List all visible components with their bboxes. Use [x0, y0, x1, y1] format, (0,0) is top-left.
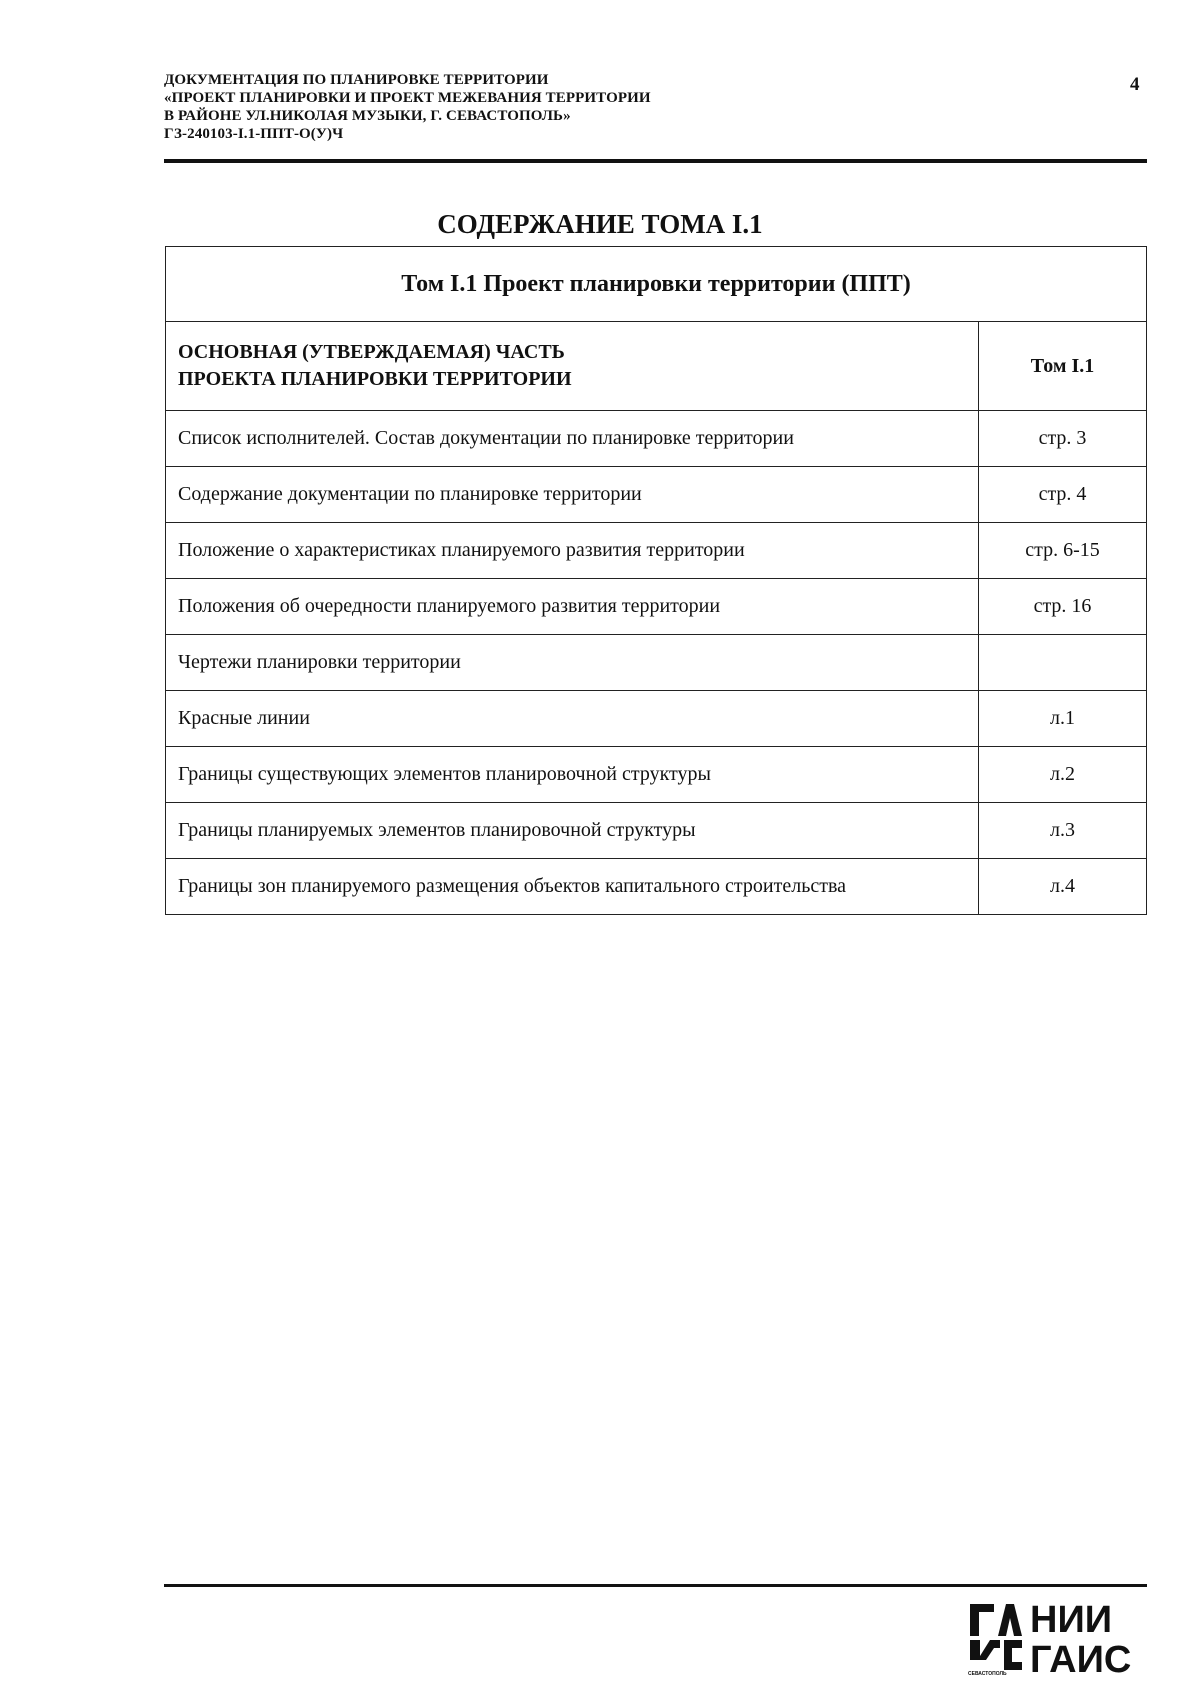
document-code: ГЗ-240103-I.1-ППТ-О(У)Ч	[164, 126, 344, 142]
table-row	[166, 691, 1147, 747]
header-divider	[164, 159, 1147, 163]
row-page	[979, 635, 1147, 691]
logo-text-line-1: НИИ	[1030, 1599, 1113, 1641]
organization-logo	[966, 1596, 1146, 1676]
logo-text-line-2: ГАИС	[1030, 1639, 1132, 1676]
row-page: стр. 3	[979, 411, 1147, 467]
row-name: Границы существующих элементов планировочной структуры	[166, 747, 979, 803]
row-page: л.3	[979, 803, 1147, 859]
row-page: л.2	[979, 747, 1147, 803]
volume-title-row	[166, 247, 1147, 322]
logo-emblem-icon	[966, 1596, 1146, 1676]
row-page: л.4	[979, 859, 1147, 915]
row-name: Положение о характеристиках планируемого развития территории	[166, 523, 979, 579]
table-row	[166, 635, 1147, 691]
document-header	[164, 71, 864, 143]
row-page: стр. 16	[979, 579, 1147, 635]
row-name: Красные линии	[166, 691, 979, 747]
page-number: 4	[1130, 74, 1140, 95]
footer-divider	[164, 1584, 1147, 1587]
table-row	[166, 411, 1147, 467]
page-title: СОДЕРЖАНИЕ ТОМА I.1	[437, 209, 763, 239]
table-row	[166, 859, 1147, 915]
table-row	[166, 467, 1147, 523]
volume-title: Том I.1 Проект планировки территории (ППТ)	[166, 247, 1147, 322]
table-row	[166, 747, 1147, 803]
row-name: Содержание документации по планировке территории	[166, 467, 979, 523]
section-title-line-1: ОСНОВНАЯ (УТВЕРЖДАЕМАЯ) ЧАСТЬ	[178, 341, 565, 363]
section-volume: Том I.1	[979, 322, 1147, 411]
logo-caption: СЕВАСТОПОЛЬ	[968, 1671, 1007, 1676]
header-line-1: ДОКУМЕНТАЦИЯ ПО ПЛАНИРОВКЕ ТЕРРИТОРИИ	[164, 72, 549, 88]
row-name: Границы зон планируемого размещения объектов капитального строительства	[166, 859, 979, 915]
section-header-row	[166, 322, 1147, 411]
table-row	[166, 803, 1147, 859]
section-title	[166, 322, 979, 411]
row-page: стр. 6-15	[979, 523, 1147, 579]
row-page: л.1	[979, 691, 1147, 747]
table-row	[166, 523, 1147, 579]
section-title-line-2: ПРОЕКТА ПЛАНИРОВКИ ТЕРРИТОРИИ	[178, 368, 572, 390]
row-name: Положения об очередности планируемого развития территории	[166, 579, 979, 635]
row-name: Чертежи планировки территории	[166, 635, 979, 691]
row-page: стр. 4	[979, 467, 1147, 523]
header-line-3: В РАЙОНЕ УЛ.НИКОЛАЯ МУЗЫКИ, Г. СЕВАСТОПОЛЬ»	[164, 108, 571, 124]
row-name: Границы планируемых элементов планировочной структуры	[166, 803, 979, 859]
row-name: Список исполнителей. Состав документации по планировке территории	[166, 411, 979, 467]
header-line-2: «ПРОЕКТ ПЛАНИРОВКИ И ПРОЕКТ МЕЖЕВАНИЯ ТЕРРИТОРИИ	[164, 90, 651, 106]
table-row	[166, 579, 1147, 635]
contents-table	[165, 246, 1147, 915]
